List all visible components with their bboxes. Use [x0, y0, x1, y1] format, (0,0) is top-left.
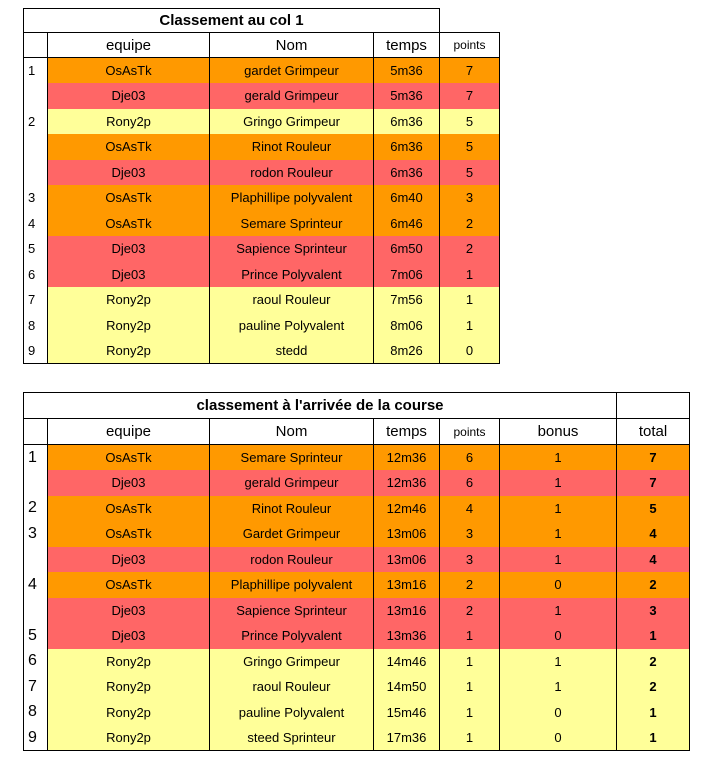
- rank-header: [24, 33, 48, 58]
- equipe-cell: Dje03: [48, 160, 210, 186]
- nom-cell: raoul Rouleur: [210, 674, 374, 700]
- points-cell: 0: [440, 338, 500, 364]
- total-cell: 2: [617, 572, 690, 598]
- table-row: [24, 547, 690, 573]
- nom-cell: gerald Grimpeur: [210, 83, 374, 109]
- total-cell: 3: [617, 598, 690, 624]
- bonus-cell: 1: [500, 470, 617, 496]
- points-cell: 6: [440, 470, 500, 496]
- points-cell: 2: [440, 598, 500, 624]
- rank-cell: 5: [24, 623, 48, 649]
- bonus-cell: 1: [500, 674, 617, 700]
- points-cell: 7: [440, 83, 500, 109]
- title-spacer: [617, 393, 690, 419]
- points-cell: 6: [440, 445, 500, 471]
- table-row: [24, 700, 690, 726]
- table-row: [24, 572, 690, 598]
- rank-cell: 9: [24, 725, 48, 751]
- rank-cell: 4: [24, 211, 48, 237]
- points-cell: 1: [440, 725, 500, 751]
- bonus-cell: 1: [500, 649, 617, 675]
- bonus-cell: 1: [500, 445, 617, 471]
- temps-cell: 6m36: [374, 134, 440, 160]
- equipe-cell: OsAsTk: [48, 496, 210, 522]
- equipe-cell: Rony2p: [48, 313, 210, 339]
- nom-cell: stedd: [210, 338, 374, 364]
- temps-header: temps: [374, 33, 440, 58]
- col-ranking-title: Classement au col 1: [24, 9, 440, 33]
- table-row: [24, 598, 690, 624]
- points-cell: 1: [440, 674, 500, 700]
- equipe-cell: Rony2p: [48, 287, 210, 313]
- temps-cell: 8m26: [374, 338, 440, 364]
- bonus-cell: 1: [500, 547, 617, 573]
- table-row: [24, 470, 690, 496]
- temps-header: temps: [374, 419, 440, 445]
- points-cell: 1: [440, 287, 500, 313]
- total-cell: 7: [617, 470, 690, 496]
- temps-cell: 5m36: [374, 58, 440, 84]
- temps-cell: 6m36: [374, 109, 440, 135]
- total-cell: 2: [617, 649, 690, 675]
- total-cell: 5: [617, 496, 690, 522]
- table-row: [24, 58, 500, 84]
- points-cell: 3: [440, 185, 500, 211]
- temps-cell: 6m36: [374, 160, 440, 186]
- bonus-cell: 0: [500, 700, 617, 726]
- table-row: [24, 313, 500, 339]
- bonus-cell: 1: [500, 496, 617, 522]
- nom-cell: Prince Polyvalent: [210, 262, 374, 288]
- equipe-cell: Dje03: [48, 236, 210, 262]
- equipe-cell: OsAsTk: [48, 572, 210, 598]
- equipe-cell: OsAsTk: [48, 211, 210, 237]
- temps-cell: 12m36: [374, 470, 440, 496]
- temps-cell: 12m36: [374, 445, 440, 471]
- points-cell: 5: [440, 109, 500, 135]
- table-row: [24, 287, 500, 313]
- rank-cell: [24, 547, 48, 573]
- nom-cell: Sapience Sprinteur: [210, 236, 374, 262]
- rank-cell: [24, 134, 48, 160]
- temps-cell: 8m06: [374, 313, 440, 339]
- equipe-cell: Rony2p: [48, 109, 210, 135]
- nom-cell: pauline Polyvalent: [210, 700, 374, 726]
- nom-cell: rodon Rouleur: [210, 547, 374, 573]
- temps-cell: 13m16: [374, 572, 440, 598]
- finish-ranking-table: [23, 392, 690, 751]
- table-row: [24, 83, 500, 109]
- points-cell: 7: [440, 58, 500, 84]
- nom-cell: Semare Sprinteur: [210, 211, 374, 237]
- table-row: [24, 496, 690, 522]
- equipe-cell: Dje03: [48, 262, 210, 288]
- equipe-cell: OsAsTk: [48, 521, 210, 547]
- table-row: [24, 236, 500, 262]
- nom-cell: Prince Polyvalent: [210, 623, 374, 649]
- equipe-cell: Rony2p: [48, 700, 210, 726]
- rank-header: [24, 419, 48, 445]
- points-cell: 1: [440, 700, 500, 726]
- rank-cell: [24, 470, 48, 496]
- rank-cell: 6: [24, 262, 48, 288]
- points-cell: 2: [440, 211, 500, 237]
- table-row: [24, 445, 690, 471]
- nom-cell: raoul Rouleur: [210, 287, 374, 313]
- bonus-header: bonus: [500, 419, 617, 445]
- nom-cell: steed Sprinteur: [210, 725, 374, 751]
- table-row: [24, 185, 500, 211]
- equipe-cell: OsAsTk: [48, 134, 210, 160]
- table-row: [24, 674, 690, 700]
- equipe-cell: Rony2p: [48, 649, 210, 675]
- table-row: [24, 160, 500, 186]
- title-spacer: [440, 9, 500, 33]
- rank-cell: 8: [24, 700, 48, 726]
- total-cell: 7: [617, 445, 690, 471]
- temps-cell: 6m50: [374, 236, 440, 262]
- equipe-cell: Dje03: [48, 83, 210, 109]
- table-row: [24, 338, 500, 364]
- nom-cell: Sapience Sprinteur: [210, 598, 374, 624]
- points-cell: 1: [440, 649, 500, 675]
- points-header: points: [440, 419, 500, 445]
- total-header: total: [617, 419, 690, 445]
- equipe-cell: Dje03: [48, 470, 210, 496]
- equipe-cell: Dje03: [48, 547, 210, 573]
- temps-cell: 7m56: [374, 287, 440, 313]
- equipe-cell: Dje03: [48, 598, 210, 624]
- table-row: [24, 134, 500, 160]
- points-header: points: [440, 33, 500, 58]
- total-cell: 4: [617, 521, 690, 547]
- temps-cell: 6m46: [374, 211, 440, 237]
- nom-cell: Plaphillipe polyvalent: [210, 185, 374, 211]
- bonus-cell: 0: [500, 725, 617, 751]
- temps-cell: 14m50: [374, 674, 440, 700]
- temps-cell: 13m16: [374, 598, 440, 624]
- temps-cell: 17m36: [374, 725, 440, 751]
- nom-cell: rodon Rouleur: [210, 160, 374, 186]
- table-row: [24, 109, 500, 135]
- table-row: [24, 262, 500, 288]
- rank-cell: 7: [24, 674, 48, 700]
- points-cell: 5: [440, 160, 500, 186]
- col-ranking-table: [23, 8, 500, 364]
- equipe-cell: OsAsTk: [48, 185, 210, 211]
- equipe-header: equipe: [48, 419, 210, 445]
- temps-cell: 14m46: [374, 649, 440, 675]
- temps-cell: 5m36: [374, 83, 440, 109]
- rank-cell: 3: [24, 185, 48, 211]
- nom-cell: gardet Grimpeur: [210, 58, 374, 84]
- equipe-header: equipe: [48, 33, 210, 58]
- equipe-cell: Rony2p: [48, 674, 210, 700]
- equipe-cell: Dje03: [48, 623, 210, 649]
- points-cell: 1: [440, 313, 500, 339]
- nom-header: Nom: [210, 33, 374, 58]
- rank-cell: 4: [24, 572, 48, 598]
- rank-cell: 1: [24, 445, 48, 471]
- nom-cell: gerald Grimpeur: [210, 470, 374, 496]
- rank-cell: 9: [24, 338, 48, 364]
- rank-cell: 8: [24, 313, 48, 339]
- points-cell: 5: [440, 134, 500, 160]
- total-cell: 4: [617, 547, 690, 573]
- nom-cell: Plaphillipe polyvalent: [210, 572, 374, 598]
- bonus-cell: 0: [500, 572, 617, 598]
- total-cell: 1: [617, 623, 690, 649]
- equipe-cell: Rony2p: [48, 338, 210, 364]
- equipe-cell: OsAsTk: [48, 445, 210, 471]
- total-cell: 1: [617, 725, 690, 751]
- points-cell: 4: [440, 496, 500, 522]
- rank-cell: 2: [24, 109, 48, 135]
- equipe-cell: OsAsTk: [48, 58, 210, 84]
- temps-cell: 6m40: [374, 185, 440, 211]
- nom-cell: pauline Polyvalent: [210, 313, 374, 339]
- temps-cell: 7m06: [374, 262, 440, 288]
- rank-cell: 7: [24, 287, 48, 313]
- nom-header: Nom: [210, 419, 374, 445]
- points-cell: 3: [440, 547, 500, 573]
- temps-cell: 13m36: [374, 623, 440, 649]
- rank-cell: [24, 83, 48, 109]
- nom-cell: Semare Sprinteur: [210, 445, 374, 471]
- nom-cell: Gardet Grimpeur: [210, 521, 374, 547]
- rank-cell: 2: [24, 496, 48, 522]
- table-row: [24, 725, 690, 751]
- total-cell: 2: [617, 674, 690, 700]
- nom-cell: Gringo Grimpeur: [210, 649, 374, 675]
- rank-cell: [24, 598, 48, 624]
- rank-cell: 5: [24, 236, 48, 262]
- points-cell: 1: [440, 262, 500, 288]
- points-cell: 2: [440, 236, 500, 262]
- table-row: [24, 211, 500, 237]
- table-row: [24, 521, 690, 547]
- temps-cell: 12m46: [374, 496, 440, 522]
- rank-cell: [24, 160, 48, 186]
- points-cell: 2: [440, 572, 500, 598]
- points-cell: 3: [440, 521, 500, 547]
- bonus-cell: 0: [500, 623, 617, 649]
- bonus-cell: 1: [500, 521, 617, 547]
- table-row: [24, 649, 690, 675]
- total-cell: 1: [617, 700, 690, 726]
- nom-cell: Rinot Rouleur: [210, 134, 374, 160]
- equipe-cell: Rony2p: [48, 725, 210, 751]
- temps-cell: 15m46: [374, 700, 440, 726]
- points-cell: 1: [440, 623, 500, 649]
- rank-cell: 6: [24, 649, 48, 675]
- bonus-cell: 1: [500, 598, 617, 624]
- rank-cell: 3: [24, 521, 48, 547]
- temps-cell: 13m06: [374, 521, 440, 547]
- temps-cell: 13m06: [374, 547, 440, 573]
- table-row: [24, 623, 690, 649]
- rank-cell: 1: [24, 58, 48, 84]
- nom-cell: Rinot Rouleur: [210, 496, 374, 522]
- nom-cell: Gringo Grimpeur: [210, 109, 374, 135]
- finish-ranking-title: classement à l'arrivée de la course: [24, 393, 617, 419]
